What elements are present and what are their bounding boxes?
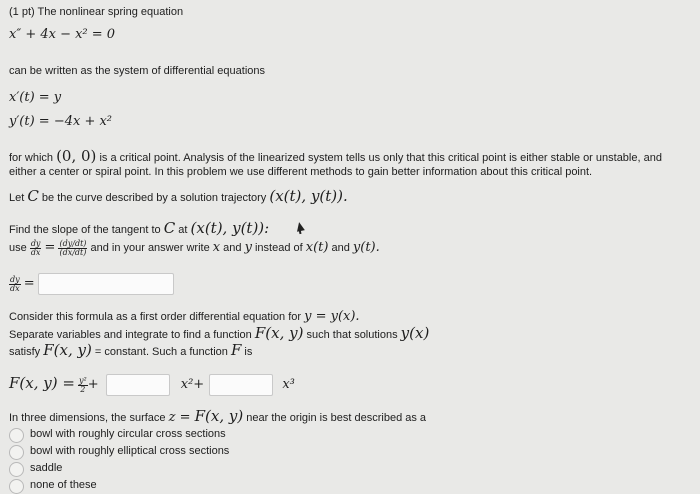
- system-equation-1: x′(t) = y: [9, 90, 62, 105]
- slope-instruction: Find the slope of the tangent to C at (x(t), y(t)):: [9, 219, 270, 237]
- option-elliptical-label[interactable]: bowl with roughly elliptical cross sections: [30, 445, 230, 457]
- critical-point-text-2: either a center or spiral point. In this problem we use different methods to gain better information about this critical point.: [9, 166, 593, 178]
- dydx-fraction: $\frac{dy}{dx}$: [30, 238, 41, 257]
- separate-text: Separate variables and integrate to find a function F(x, y) such that solutions y(x): [9, 324, 430, 342]
- satisfy-text: satisfy F(x, y) = constant. Such a function F is: [9, 341, 253, 359]
- first-order-text: Consider this formula as a first order differential equation for y = y(x).: [9, 309, 360, 324]
- option-saddle-radio[interactable]: [9, 462, 24, 477]
- option-none-label[interactable]: none of these: [30, 479, 97, 491]
- system-intro: can be written as the system of differential equations: [9, 65, 265, 77]
- x2-coefficient-input[interactable]: [106, 374, 170, 396]
- surface-question: In three dimensions, the surface z = F(x, y) near the origin is best described as a: [9, 407, 427, 425]
- option-none-radio[interactable]: [9, 479, 24, 494]
- dydx-answer-row: $\frac{dy}{dx}$ =: [9, 273, 174, 295]
- x3-coefficient-input[interactable]: [209, 374, 273, 396]
- dydx-answer-input[interactable]: [38, 273, 174, 295]
- ratio-fraction: $\frac{(dy/dt)}{(dx/dt)}$: [59, 238, 87, 257]
- critical-point-text: for which (0, 0) is a critical point. Analysis of the linearized system tells us only that this critical point is either stable or unstable, and: [9, 147, 662, 165]
- option-circular-label[interactable]: bowl with roughly circular cross sections: [30, 428, 226, 440]
- use-instruction: use $\frac{dy}{dx}$ = $\frac{(dy/dt)}{(dx/dt)}$ and in your answer write x and y instead of x(t) and y(t).: [9, 238, 380, 257]
- dydx-answer-fraction: $\frac{dy}{dx}$: [10, 274, 20, 293]
- curve-definition: Let C be the curve described by a solution trajectory (x(t), y(t)).: [9, 187, 348, 205]
- F-function-row: F(x, y) = $\frac{\text{y²}}{2}$ + x²+ x³: [9, 371, 295, 397]
- y2-over-2-fraction: $\frac{\text{y²}}{2}$: [78, 375, 87, 394]
- option-saddle-label[interactable]: saddle: [30, 462, 63, 474]
- option-circular-radio[interactable]: [9, 428, 24, 443]
- option-elliptical-radio[interactable]: [9, 445, 24, 460]
- system-equation-2: y′(t) = −4x + x²: [9, 114, 113, 129]
- spring-equation: x″ + 4x − x² = 0: [9, 27, 116, 42]
- problem-header: (1 pt) The nonlinear spring equation: [9, 6, 184, 18]
